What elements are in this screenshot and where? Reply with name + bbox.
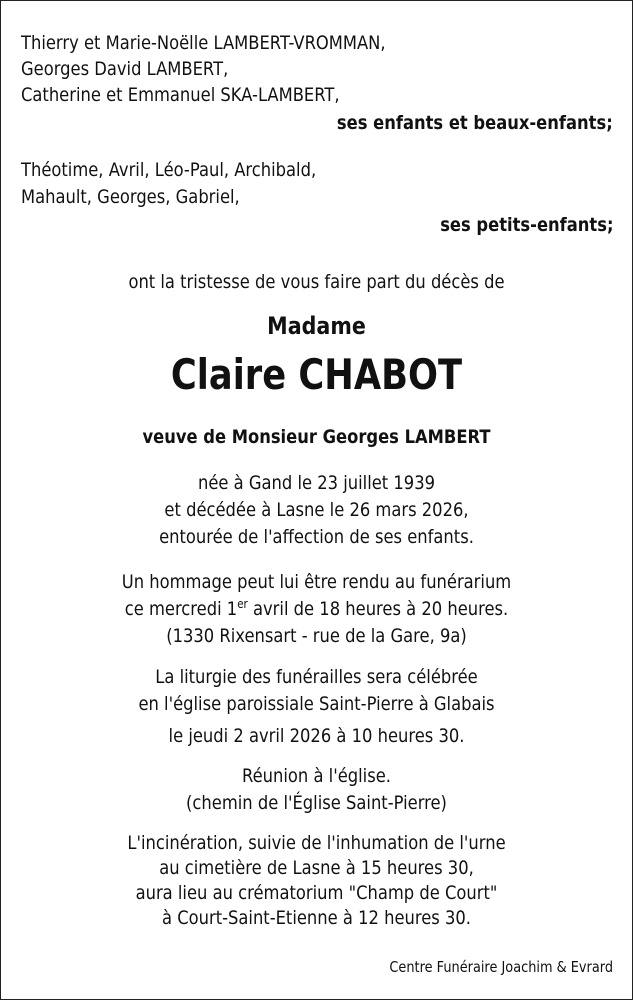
children-line-3: Catherine et Emmanuel SKA-LAMBERT, bbox=[21, 84, 340, 106]
grandchildren-label: ses petits-enfants; bbox=[439, 214, 613, 236]
death-line: et décédée à Lasne le 26 mars 2026, bbox=[164, 499, 469, 521]
liturgy-line-1: La liturgie des funérailles sera célébrée bbox=[155, 666, 478, 688]
grandchildren-line-1: Théotime, Avril, Léo-Paul, Archibald, bbox=[21, 159, 317, 181]
cremation-line-4: à Court-Saint-Etienne à 12 heures 30. bbox=[162, 907, 471, 929]
tribute-line-2 bbox=[45, 596, 588, 622]
children-line-1: Thierry et Marie-Noëlle LAMBERT-VROMMAN, bbox=[21, 32, 386, 54]
children-line-2: Georges David LAMBERT, bbox=[21, 58, 229, 80]
announcement-text: ont la tristesse de vous faire part du décès de bbox=[128, 271, 505, 293]
tribute-date-ordinal: er bbox=[237, 597, 248, 611]
funeral-home-credit: Centre Funéraire Joachim & Evrard bbox=[389, 958, 613, 976]
liturgy-line-3: le jeudi 2 avril 2026 à 10 heures 30. bbox=[168, 725, 465, 747]
deceased-title: Madame bbox=[267, 312, 366, 340]
tribute-address: (1330 Rixensart - rue de la Gare, 9a) bbox=[166, 625, 467, 647]
meeting-line-1: Réunion à l'église. bbox=[242, 765, 391, 787]
cremation-line-3: aura lieu au crématorium "Champ de Court" bbox=[135, 882, 498, 904]
cremation-line-1: L'incinération, suivie de l'inhumation de l'urne bbox=[127, 832, 506, 854]
meeting-line-2: (chemin de l'Église Saint-Pierre) bbox=[186, 792, 447, 814]
birth-line: née à Gand le 23 juillet 1939 bbox=[197, 472, 435, 494]
widow-of-text: veuve de Monsieur Georges LAMBERT bbox=[142, 426, 491, 448]
affection-line: entourée de l'affection de ses enfants. bbox=[159, 526, 474, 548]
tribute-date-end: avril de 18 heures à 20 heures. bbox=[247, 598, 509, 620]
deceased-name: Claire CHABOT bbox=[170, 350, 463, 399]
tribute-line-1: Un hommage peut lui être rendu au funérarium bbox=[121, 571, 512, 593]
liturgy-line-2: en l'église paroissiale Saint-Pierre à Glabais bbox=[138, 693, 495, 715]
grandchildren-line-2: Mahault, Georges, Gabriel, bbox=[21, 186, 240, 208]
tribute-date-start: ce mercredi 1 bbox=[124, 598, 238, 620]
children-label: ses enfants et beaux-enfants; bbox=[337, 112, 613, 134]
cremation-line-2: au cimetière de Lasne à 15 heures 30, bbox=[159, 857, 474, 879]
